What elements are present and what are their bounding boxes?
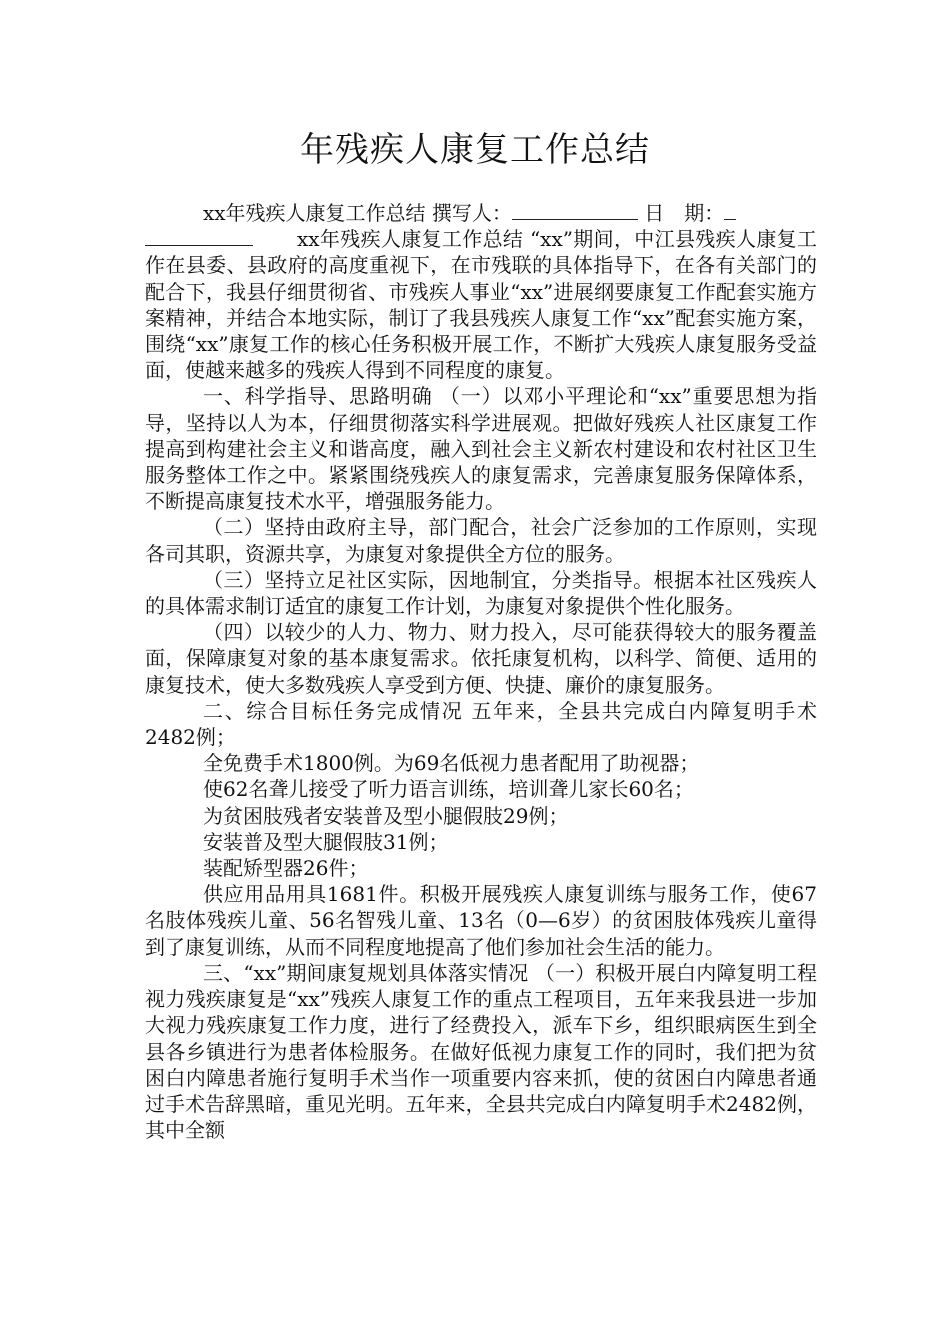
header-lead: xx年残疾人康复工作总结 撰写人： [203, 201, 512, 225]
paragraph-stat-3: 为贫困肢残者安装普及型小腿假肢29例； [203, 803, 569, 828]
paragraph-item-3: （三）坚持立足社区实际，因地制宜，分类指导。根据本社区残疾人的具体需求制订适宜的康复工作计划，为康复对象提供个性化服务。 [145, 567, 817, 619]
paragraph-stat-2: 使62名聋儿接受了听力语言训练，培训聋儿家长60名； [203, 777, 694, 802]
paragraph-item-4: （四）以较少的人力、物力、财力投入，尽可能获得较大的服务覆盖面，保障康复对象的基本康复需求。依托康复机构，以科学、简便、适用的康复技术，使大多数残疾人享受到方便、快捷、廉价的康复服务。 [145, 620, 817, 697]
paragraph-stat-6: 供应用品用具1681件。积极开展残疾人康复训练与服务工作，使67名肢体残疾儿童、56名智残儿童、13名（0—6岁）的贫困肢体残疾儿童得到了康复训练，从而不同程度地提高了他们参加社会生活的能力。 [145, 882, 817, 959]
document-title: 年残疾人康复工作总结 [300, 130, 650, 170]
paragraph-stat-5: 装配矫型器26件； [203, 856, 369, 881]
document-body [145, 200, 817, 1143]
paragraph-section-2: 二、综合目标任务完成情况 五年来，全县共完成白内障复明手术2482例； [145, 698, 817, 750]
paragraph-section-3: 三、“xx”期间康复规划具体落实情况 （一）积极开展白内障复明工程 视力残疾康复是“xx”残疾人康复工作的重点工程项目，五年来我县进一步加大视力残疾康复工作力度，进行了经费投入，派车下乡，组织眼病医生到全县各乡镇进行为患者体检服务。在做好低视力康复工作的同时，我们把为贫困白内障患者施行复明手术当作一项重要内容来抓，使的贫困白内障患者通过手术告辞黑暗，重见光明。五年来，全县共完成白内障复明手术2482例，其中全额 [145, 960, 817, 1143]
paragraph-item-2: （二）坚持由政府主导，部门配合，社会广泛参加的工作原则，实现各司其职，资源共享，为康复对象提供全方位的服务。 [145, 515, 817, 566]
paragraph-stat-1: 全免费手术1800例。为69名低视力患者配用了助视器； [203, 751, 700, 776]
date-blank-b [145, 227, 253, 246]
header-date-label: 日 期： [637, 201, 725, 225]
header-line [145, 200, 817, 383]
paragraph-section-1: 一、科学指导、思路明确 （一）以邓小平理论和“xx”重要思想为指导，坚持以人为本，仔细贯彻落实科学进展观。把做好残疾人社区康复工作提高到构建社会主义和谐高度，融入到社会主义新农村建设和农村社区卫生服务整体工作之中。紧紧围绕残疾人的康复需求，完善康复服务保障体系，不断提高康复技术水平，增强服务能力。 [145, 384, 817, 514]
author-blank [512, 201, 638, 220]
paragraph-intro: xx年残疾人康复工作总结 “xx”期间，中江县残疾人康复工作在县委、县政府的高度重视下，在市残联的具体指导下，在各有关部门的配合下，我县仔细贯彻省、市残疾人事业“xx”进展纲要康复工作配套实施方案精神，并结合本地实际，制订了我县残疾人康复工作“xx”配套实施方案，围绕“xx”康复工作的核心任务积极开展工作，不断扩大残疾人康复服务受益面，使越来越多的残疾人得到不同程度的康复。 [145, 227, 817, 383]
date-blank-a [724, 201, 736, 220]
paragraph-stat-4: 安装普及型大腿假肢31例； [203, 829, 449, 854]
